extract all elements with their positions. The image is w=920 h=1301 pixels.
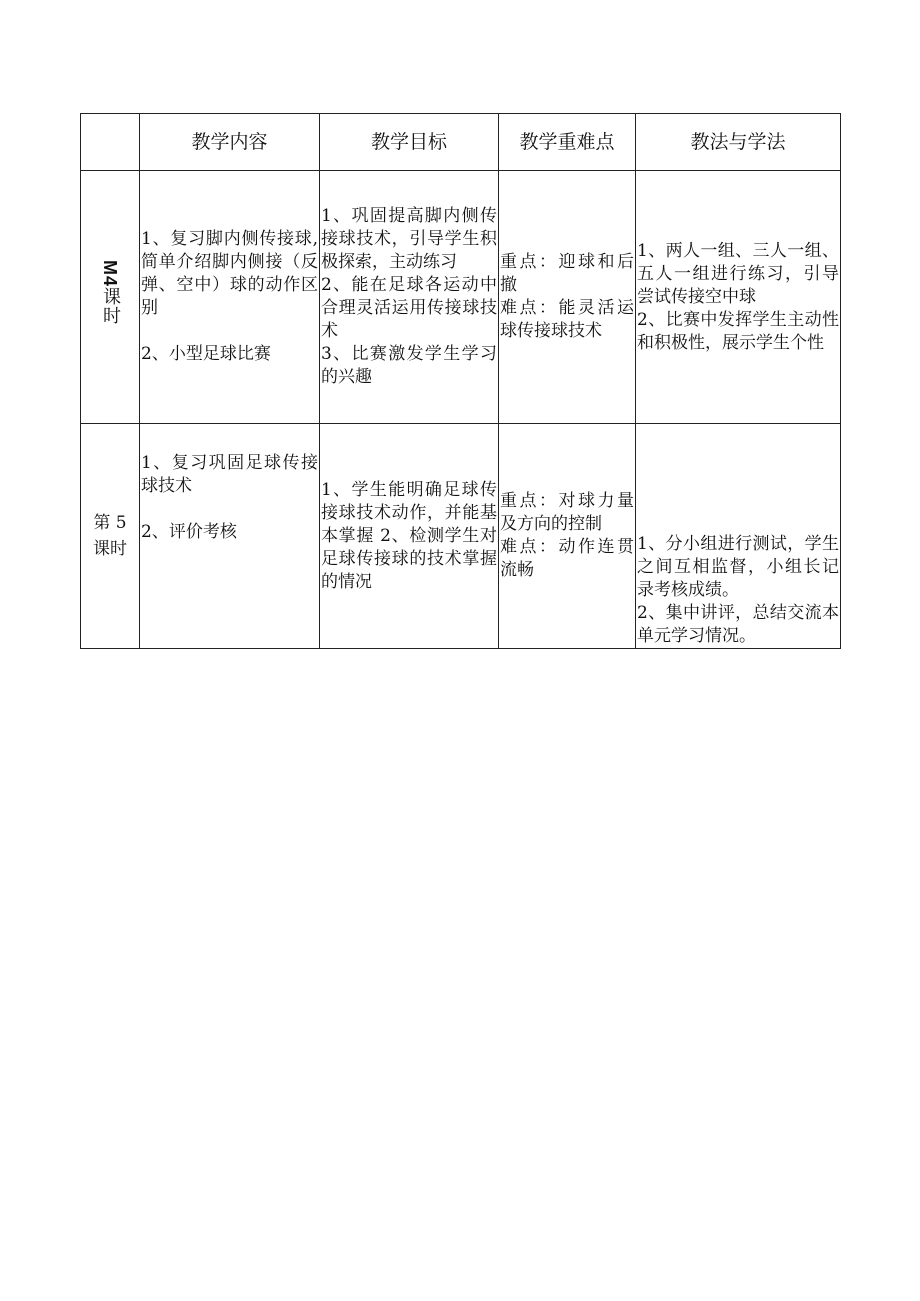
header-content: 教学内容 <box>140 114 320 171</box>
lesson-plan-table <box>80 113 841 649</box>
goal-cell <box>320 424 499 649</box>
header-period <box>81 114 140 171</box>
goal-item: 1、学生能明确足球传接球技术动作，并能基本掌握 2、检测学生对足球传接球的技术掌握的情况 <box>321 479 497 592</box>
difficulty-point: 难点：动作连贯流畅 <box>500 537 634 580</box>
difficulty-point: 难点：能灵活运球传接球技术 <box>500 298 634 341</box>
key-points-cell <box>499 171 636 424</box>
method-cell <box>636 171 841 424</box>
content-item: 2、小型足球比赛 <box>141 344 271 364</box>
table-row <box>81 424 841 649</box>
method-cell <box>636 424 841 649</box>
period-label: M4课时 <box>100 260 121 326</box>
key-point: 重点：对球力量及方向的控制 <box>500 491 634 534</box>
content-cell <box>140 171 320 424</box>
header-goal: 教学目标 <box>320 114 499 171</box>
content-cell <box>140 424 320 649</box>
goal-item: 2、能在足球各运动中合理灵活运用传接球技术 <box>321 275 497 341</box>
method-item: 1、两人一组、三人一组、五人一组进行练习，引导尝试传接空中球 <box>637 240 839 307</box>
goal-cell <box>320 171 499 424</box>
key-points-cell <box>499 424 636 649</box>
period-cell <box>81 171 140 424</box>
key-point: 重点：迎球和后撤 <box>500 252 634 295</box>
method-item: 2、比赛中发挥学生主动性和积极性，展示学生个性 <box>637 309 839 353</box>
method-item: 1、分小组进行测试，学生之间互相监督，小组长记录考核成绩。 <box>637 534 839 600</box>
period-label: 课时 <box>93 539 127 559</box>
header-key-points: 教学重难点 <box>499 114 636 171</box>
method-item: 2、集中讲评，总结交流本单元学习情况。 <box>637 603 839 646</box>
table-row <box>81 171 841 424</box>
content-item: 1、复习巩固足球传接球技术 <box>141 453 318 496</box>
header-method: 教法与学法 <box>636 114 841 171</box>
period-cell <box>81 424 140 649</box>
table-header-row <box>81 114 841 171</box>
content-item: 2、评价考核 <box>141 522 237 542</box>
period-label: 第 5 <box>93 513 127 533</box>
goal-item: 3、比赛激发学生学习的兴趣 <box>321 344 497 387</box>
goal-item: 1、巩固提高脚内侧传接球技术，引导学生积极探索，主动练习 <box>321 206 497 272</box>
content-item: 1、复习脚内侧传接球,简单介绍脚内侧接（反弹、空中）球的动作区别 <box>141 229 318 318</box>
